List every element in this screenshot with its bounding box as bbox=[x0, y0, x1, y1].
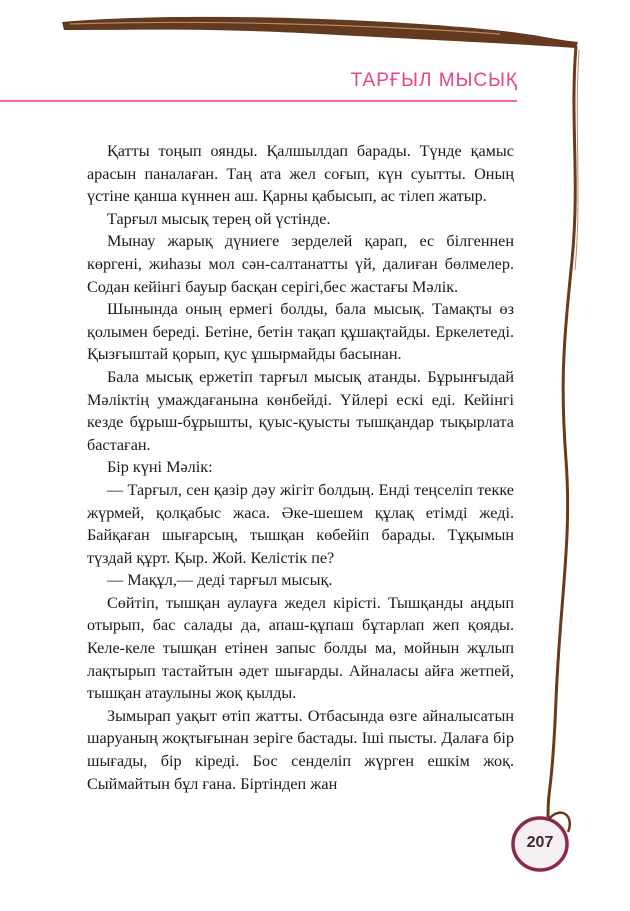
paragraph: Мынау жарық дүниеге зерделей қарап, ес білгеннен көргені, жиһазы мол сән-салтанатты үй, далиған бөлмелер. Содан кейінгі бауыр басқан серігі,бес жастағы Мәлік. bbox=[87, 232, 514, 296]
paragraph: Қатты тоңып оянды. Қалшылдап барады. Түнде қамыс арасын паналаған. Таң ата жел соғып, күн суытты. Оның үстіне қанша күннен аш. Қарны қабысып, ас тілеп жатыр. bbox=[87, 142, 514, 206]
paragraph: Тарғыл мысық терең ой үстінде. bbox=[107, 209, 331, 228]
running-title: ТАРҒЫЛ МЫСЫҚ bbox=[350, 70, 518, 91]
paragraph: Бала мысық ержетіп тарғыл мысық атанды. Бұрынғыдай Мәліктің умаждағанына көнбейді. Үйлері ескі еді. Кейінгі кезде бұрыш-бұрышты, қуыс-қуысты тышқандар тықырлата бастаған. bbox=[87, 367, 514, 454]
dialogue-line: — Тарғыл, сен қазір дәу жігіт болдың. Енді теңселіп текке жүрмей, қолқабыс жаса. Әке-шешем құлақ етімді жеді. Байқаған шығарсың, тышқан көбейіп барады. Тұқымын түздай құрт. Қыр. Жой. Келістік пе? bbox=[87, 480, 514, 567]
paragraph: Бір күні Мәлік: bbox=[107, 458, 213, 477]
page-number: 207 bbox=[526, 834, 554, 851]
story-text bbox=[87, 140, 514, 795]
right-vertical-stroke bbox=[548, 46, 576, 820]
title-divider bbox=[0, 100, 517, 102]
top-brush-stroke bbox=[62, 17, 578, 48]
paragraph: Шынында оның ермегі болды, бала мысық. Тамақты өз қолымен береді. Бетіне, бетін тақап құшақтайды. Еркелетеді. Қызғыштай қорып, қус ұшырмайды басынан. bbox=[87, 300, 514, 364]
paragraph: Сөйтіп, тышқан аулауға жедел кірісті. Тышқанды аңдып отырып, бас салады да, апаш-құпаш бұтарлап жеп қояды. Келе-келе тышқан етінен запыс болды ма, мойнын жұлып лақтырып тастайтын әдет шығарды. Айналасы айға жетпей, тышқан атаулыны жоқ қылды. bbox=[87, 593, 514, 703]
paragraph: Зымырап уақыт өтіп жатты. Отбасында өзге айналысатын шаруаның жоқтығынан зеріге бастады. Іші пысты. Далаға бір шығады, бір кіреді. Бос сенделіп жүрген ешкім жоқ. Сыймайтын бұл ғана. Біртіндеп жан bbox=[87, 706, 514, 793]
dialogue-line: — Мақұл,— деді тарғыл мысық. bbox=[107, 571, 333, 590]
